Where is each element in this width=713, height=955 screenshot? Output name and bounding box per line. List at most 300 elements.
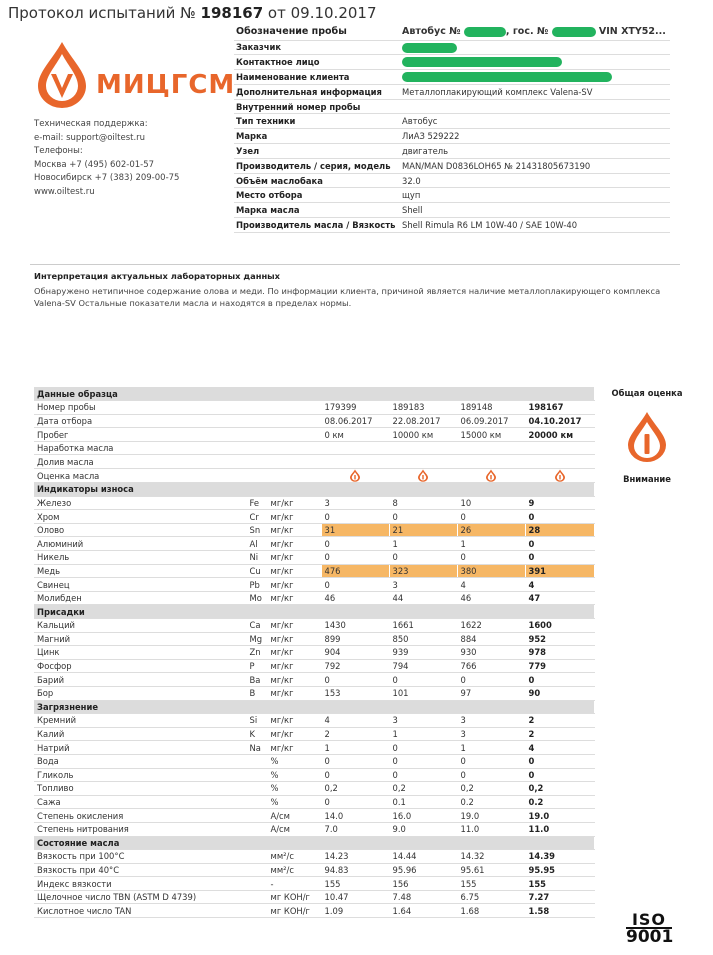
row-label: Кальций [34, 619, 246, 633]
table-row [34, 564, 594, 578]
table-row [34, 537, 594, 551]
row-value: 952 [525, 632, 594, 646]
phones-label: Телефоны: [34, 146, 83, 157]
row-value: 3 [389, 714, 457, 728]
row-value [525, 455, 594, 469]
row-value: 47 [525, 591, 594, 605]
info-key: Контактное лицо [234, 55, 400, 70]
results-table [34, 387, 595, 918]
row-value: 0 [321, 795, 389, 809]
contacts-block [34, 118, 224, 200]
info-row [234, 114, 670, 129]
row-symbol: P [246, 659, 267, 673]
row-value: 4 [321, 714, 389, 728]
row-value: 899 [321, 632, 389, 646]
table-row [34, 782, 594, 796]
row-value: 16.0 [389, 809, 457, 823]
row-value: 14.32 [457, 850, 525, 864]
row-symbol: Ca [246, 619, 267, 633]
row-value [457, 441, 525, 455]
row-symbol [246, 768, 267, 782]
row-value: 3 [389, 578, 457, 592]
info-key: Марка масла [234, 203, 400, 218]
row-value: 323 [389, 564, 457, 578]
info-row [234, 218, 670, 233]
row-value: 8 [389, 496, 457, 510]
table-row [34, 619, 594, 633]
redaction-mark [402, 57, 562, 67]
row-value: 153 [321, 686, 389, 700]
row-value: 4 [525, 741, 594, 755]
table-row [34, 714, 594, 728]
row-value: 1 [389, 537, 457, 551]
row-value: 0 [457, 551, 525, 565]
row-value: 0 км [321, 428, 389, 442]
row-label: Наработка масла [34, 441, 321, 455]
row-unit: % [267, 795, 321, 809]
row-value: 44 [389, 591, 457, 605]
row-value: 08.06.2017 [321, 414, 389, 428]
row-value: 1430 [321, 619, 389, 633]
table-row [34, 441, 594, 455]
row-value: 0 [321, 578, 389, 592]
table-row [34, 822, 594, 836]
row-value: 766 [457, 659, 525, 673]
warning-drop-icon [417, 469, 429, 482]
row-label: Степень окисления [34, 809, 246, 823]
row-value: 904 [321, 646, 389, 660]
row-label: Свинец [34, 578, 246, 592]
row-value: 1622 [457, 619, 525, 633]
row-value: 198167 [525, 401, 594, 415]
row-label: Барий [34, 673, 246, 687]
row-label: Кремний [34, 714, 246, 728]
row-unit: % [267, 768, 321, 782]
row-symbol: Mo [246, 591, 267, 605]
row-label: Дата отбора [34, 414, 321, 428]
info-value: Металлоплакирующий комплекс Valena-SV [400, 84, 670, 99]
table-row [34, 632, 594, 646]
row-label: Топливо [34, 782, 246, 796]
row-label: Олово [34, 523, 246, 537]
table-row [34, 673, 594, 687]
row-unit: мг/кг [267, 673, 321, 687]
table-row [34, 401, 594, 415]
row-value: 21 [389, 523, 457, 537]
row-value: 0 [389, 673, 457, 687]
table-row [34, 863, 594, 877]
row-value: 11.0 [457, 822, 525, 836]
row-value: 7.27 [525, 890, 594, 904]
section-title: Присадки [34, 605, 594, 619]
row-value: 391 [525, 564, 594, 578]
row-unit: мг/кг [267, 727, 321, 741]
row-unit: % [267, 782, 321, 796]
row-unit: А/см [267, 822, 321, 836]
row-value: 22.08.2017 [389, 414, 457, 428]
row-unit: мг/кг [267, 632, 321, 646]
row-symbol: Zn [246, 646, 267, 660]
row-value: 155 [457, 877, 525, 891]
row-value: 779 [525, 659, 594, 673]
row-unit: мг КОН/г [267, 904, 321, 918]
row-value: 0 [321, 768, 389, 782]
row-value: 155 [525, 877, 594, 891]
row-value: 95.95 [525, 863, 594, 877]
section-header [34, 700, 594, 714]
row-value: 11.0 [525, 822, 594, 836]
row-value: 6.75 [457, 890, 525, 904]
redaction-mark [552, 27, 596, 37]
row-unit: мг КОН/г [267, 890, 321, 904]
oil-drop-logo-icon [32, 40, 92, 110]
row-value: 189183 [389, 401, 457, 415]
row-value: 7.48 [389, 890, 457, 904]
row-value: 1.68 [457, 904, 525, 918]
row-label: Натрий [34, 741, 246, 755]
table-row [34, 578, 594, 592]
row-value: 14.0 [321, 809, 389, 823]
info-key: Обозначение пробы [234, 24, 400, 40]
row-symbol: Pb [246, 578, 267, 592]
info-row [234, 188, 670, 203]
row-label: Номер пробы [34, 401, 321, 415]
row-label: Кислотное число TAN [34, 904, 246, 918]
warning-drop-icon [554, 469, 566, 482]
row-value: 2 [525, 714, 594, 728]
section-title: Индикаторы износа [34, 483, 594, 497]
row-value: 850 [389, 632, 457, 646]
row-value: 90 [525, 686, 594, 700]
oil-rating-cell [321, 469, 389, 483]
row-value: 04.10.2017 [525, 414, 594, 428]
info-row [234, 173, 670, 188]
row-unit: мг/кг [267, 496, 321, 510]
row-unit: мг/кг [267, 537, 321, 551]
row-value: 0 [321, 537, 389, 551]
table-row [34, 523, 594, 537]
protocol-number: 198167 [200, 4, 264, 22]
row-value: 19.0 [457, 809, 525, 823]
info-key: Внутренний номер пробы [234, 99, 400, 114]
row-symbol [246, 795, 267, 809]
info-key: Узел [234, 144, 400, 159]
row-label: Никель [34, 551, 246, 565]
row-value: 884 [457, 632, 525, 646]
row-label: Степень нитрования [34, 822, 246, 836]
website-link[interactable]: www.oiltest.ru [34, 186, 95, 197]
row-label: Сажа [34, 795, 246, 809]
info-row [234, 84, 670, 99]
row-value: 46 [457, 591, 525, 605]
section-title: Загрязнение [34, 700, 594, 714]
row-symbol: B [246, 686, 267, 700]
info-value: MAN/MAN D0836LOH65 № 21431805673190 [400, 158, 670, 173]
row-value: 3 [457, 727, 525, 741]
row-value: 0 [321, 551, 389, 565]
info-value [400, 99, 670, 114]
table-row [34, 455, 594, 469]
table-row [34, 877, 594, 891]
results-body [34, 387, 594, 918]
row-symbol: Ba [246, 673, 267, 687]
row-value: 794 [389, 659, 457, 673]
row-value: 930 [457, 646, 525, 660]
row-label: Магний [34, 632, 246, 646]
info-key: Наименование клиента [234, 70, 400, 85]
row-symbol [246, 809, 267, 823]
row-label: Вязкость при 100°С [34, 850, 246, 864]
row-symbol [246, 863, 267, 877]
info-row [234, 99, 670, 114]
row-value: 0 [525, 754, 594, 768]
row-value: 0,2 [457, 782, 525, 796]
row-value: 4 [525, 578, 594, 592]
row-value: 380 [457, 564, 525, 578]
row-value: 31 [321, 523, 389, 537]
row-value: 978 [525, 646, 594, 660]
row-value: 0 [457, 673, 525, 687]
info-row [234, 55, 670, 70]
row-value: 14.44 [389, 850, 457, 864]
row-value: 0 [525, 551, 594, 565]
interpretation-text: Обнаружено нетипичное содержание олова и меди. По информации клиента, причиной является наличие металлоплакирующего комплекса Valena-SV Остальные показатели масла и находятся в пределах нормы. [34, 286, 661, 308]
row-value: 179399 [321, 401, 389, 415]
sample-info-table [234, 24, 670, 233]
row-unit: мг/кг [267, 564, 321, 578]
row-symbol: Ni [246, 551, 267, 565]
row-value: 15000 км [457, 428, 525, 442]
info-key: Место отбора [234, 188, 400, 203]
table-row [34, 850, 594, 864]
row-value: 0 [525, 510, 594, 524]
info-value [400, 40, 670, 55]
row-value: 26 [457, 523, 525, 537]
row-value: 939 [389, 646, 457, 660]
row-value: 0 [457, 768, 525, 782]
row-label: Хром [34, 510, 246, 524]
section-header [34, 836, 594, 850]
row-label: Бор [34, 686, 246, 700]
info-value [400, 55, 670, 70]
row-value: 10000 км [389, 428, 457, 442]
row-symbol: Sn [246, 523, 267, 537]
table-row [34, 428, 594, 442]
row-value: 14.23 [321, 850, 389, 864]
row-value: 95.96 [389, 863, 457, 877]
row-value: 0 [389, 754, 457, 768]
row-value: 7.0 [321, 822, 389, 836]
row-unit: % [267, 754, 321, 768]
row-value: 1661 [389, 619, 457, 633]
info-key: Тип техники [234, 114, 400, 129]
info-row [234, 24, 670, 40]
table-row [34, 659, 594, 673]
row-symbol [246, 782, 267, 796]
row-value: 0 [457, 754, 525, 768]
info-value: двигатель [400, 144, 670, 159]
row-value: 0.1 [389, 795, 457, 809]
section-title: Состояние масла [34, 836, 594, 850]
row-value: 1.58 [525, 904, 594, 918]
row-value: 9 [525, 496, 594, 510]
row-label: Алюминий [34, 537, 246, 551]
table-row [34, 768, 594, 782]
row-value: 792 [321, 659, 389, 673]
table-row [34, 591, 594, 605]
row-label: Пробег [34, 428, 321, 442]
row-value: 0,2 [389, 782, 457, 796]
row-label: Фосфор [34, 659, 246, 673]
info-key: Производитель / серия, модель [234, 158, 400, 173]
overall-rating-status: Внимание [623, 474, 671, 484]
row-symbol [246, 754, 267, 768]
table-row [34, 809, 594, 823]
row-value: 10.47 [321, 890, 389, 904]
row-unit: мм²/с [267, 850, 321, 864]
row-symbol: K [246, 727, 267, 741]
row-label: Индекс вязкости [34, 877, 246, 891]
row-value: 0,2 [525, 782, 594, 796]
row-value: 156 [389, 877, 457, 891]
table-row [34, 754, 594, 768]
iso-9001-logo: ISO 9001 [626, 910, 674, 947]
info-value: Автобус [400, 114, 670, 129]
row-value: 0,2 [321, 782, 389, 796]
row-value: 0 [525, 768, 594, 782]
row-value: 28 [525, 523, 594, 537]
row-value: 06.09.2017 [457, 414, 525, 428]
row-value: 0 [389, 551, 457, 565]
table-row [34, 551, 594, 565]
row-unit: А/см [267, 809, 321, 823]
info-value: Shell [400, 203, 670, 218]
row-value [525, 441, 594, 455]
info-row [234, 40, 670, 55]
row-value: 0 [389, 510, 457, 524]
row-value: 1 [457, 537, 525, 551]
info-value: Shell Rimula R6 LM 10W-40 / SAE 10W-40 [400, 218, 670, 233]
row-unit: мг/кг [267, 686, 321, 700]
row-value: 476 [321, 564, 389, 578]
row-label: Молибден [34, 591, 246, 605]
info-key: Объём маслобака [234, 173, 400, 188]
section-header [34, 483, 594, 497]
row-value: 189148 [457, 401, 525, 415]
row-symbol: Cu [246, 564, 267, 578]
row-label: Цинк [34, 646, 246, 660]
row-value: 0 [321, 510, 389, 524]
row-unit: мг/кг [267, 741, 321, 755]
row-value: 0.2 [457, 795, 525, 809]
row-value: 1 [321, 741, 389, 755]
redaction-mark [464, 27, 506, 37]
row-value [321, 441, 389, 455]
row-unit: мг/кг [267, 714, 321, 728]
row-symbol: Si [246, 714, 267, 728]
row-label: Медь [34, 564, 246, 578]
redaction-mark [402, 72, 612, 82]
support-label: Техническая поддержка: [34, 119, 148, 129]
info-row [234, 70, 670, 85]
row-value: 2 [525, 727, 594, 741]
page-title: Протокол испытаний № 198167 от 09.10.2017 [8, 4, 377, 22]
row-value: 0 [321, 673, 389, 687]
info-row [234, 203, 670, 218]
info-key: Заказчик [234, 40, 400, 55]
row-unit: - [267, 877, 321, 891]
redaction-mark [402, 43, 457, 53]
row-value: 19.0 [525, 809, 594, 823]
info-value: щуп [400, 188, 670, 203]
support-email[interactable]: e-mail: support@oiltest.ru [34, 132, 146, 143]
row-value: 97 [457, 686, 525, 700]
row-symbol [246, 822, 267, 836]
row-value: 14.39 [525, 850, 594, 864]
info-row [234, 129, 670, 144]
row-value: 1600 [525, 619, 594, 633]
warning-drop-icon [485, 469, 497, 482]
row-unit: мм²/с [267, 863, 321, 877]
info-value: ЛиАЗ 529222 [400, 129, 670, 144]
row-value: 4 [457, 578, 525, 592]
section-header [34, 605, 594, 619]
row-label: Вода [34, 754, 246, 768]
row-value: 0 [321, 754, 389, 768]
overall-rating [602, 388, 692, 484]
row-value: 1.09 [321, 904, 389, 918]
oil-rating-cell [389, 469, 457, 483]
info-key: Марка [234, 129, 400, 144]
table-row [34, 510, 594, 524]
row-symbol: Cr [246, 510, 267, 524]
info-value: 32.0 [400, 173, 670, 188]
interpretation-title: Интерпретация актуальных лабораторных данных [34, 271, 281, 281]
row-label: Вязкость при 40°С [34, 863, 246, 877]
table-row [34, 727, 594, 741]
row-label: Гликоль [34, 768, 246, 782]
row-value: 155 [321, 877, 389, 891]
row-unit: мг/кг [267, 619, 321, 633]
table-row [34, 741, 594, 755]
row-label: Железо [34, 496, 246, 510]
row-value: 1 [457, 741, 525, 755]
table-row [34, 469, 594, 483]
table-row [34, 496, 594, 510]
divider [30, 264, 680, 265]
row-value: 20000 км [525, 428, 594, 442]
row-label: Щелочное число TBN (ASTM D 4739) [34, 890, 246, 904]
row-value: 3 [457, 714, 525, 728]
row-value: 1.64 [389, 904, 457, 918]
info-value [400, 70, 670, 85]
row-value: 3 [321, 496, 389, 510]
row-unit: мг/кг [267, 659, 321, 673]
section-title: Данные образца [34, 387, 594, 401]
row-symbol: Fe [246, 496, 267, 510]
phone-novosibirsk: Новосибирск +7 (383) 209-00-75 [34, 173, 180, 184]
row-label: Оценка масла [34, 469, 321, 483]
warning-drop-icon [349, 469, 361, 482]
company-logo [32, 40, 236, 110]
row-value: 0 [525, 673, 594, 687]
row-value [389, 441, 457, 455]
table-row [34, 795, 594, 809]
row-symbol [246, 890, 267, 904]
row-value: 1 [389, 727, 457, 741]
row-symbol [246, 904, 267, 918]
row-value [389, 455, 457, 469]
